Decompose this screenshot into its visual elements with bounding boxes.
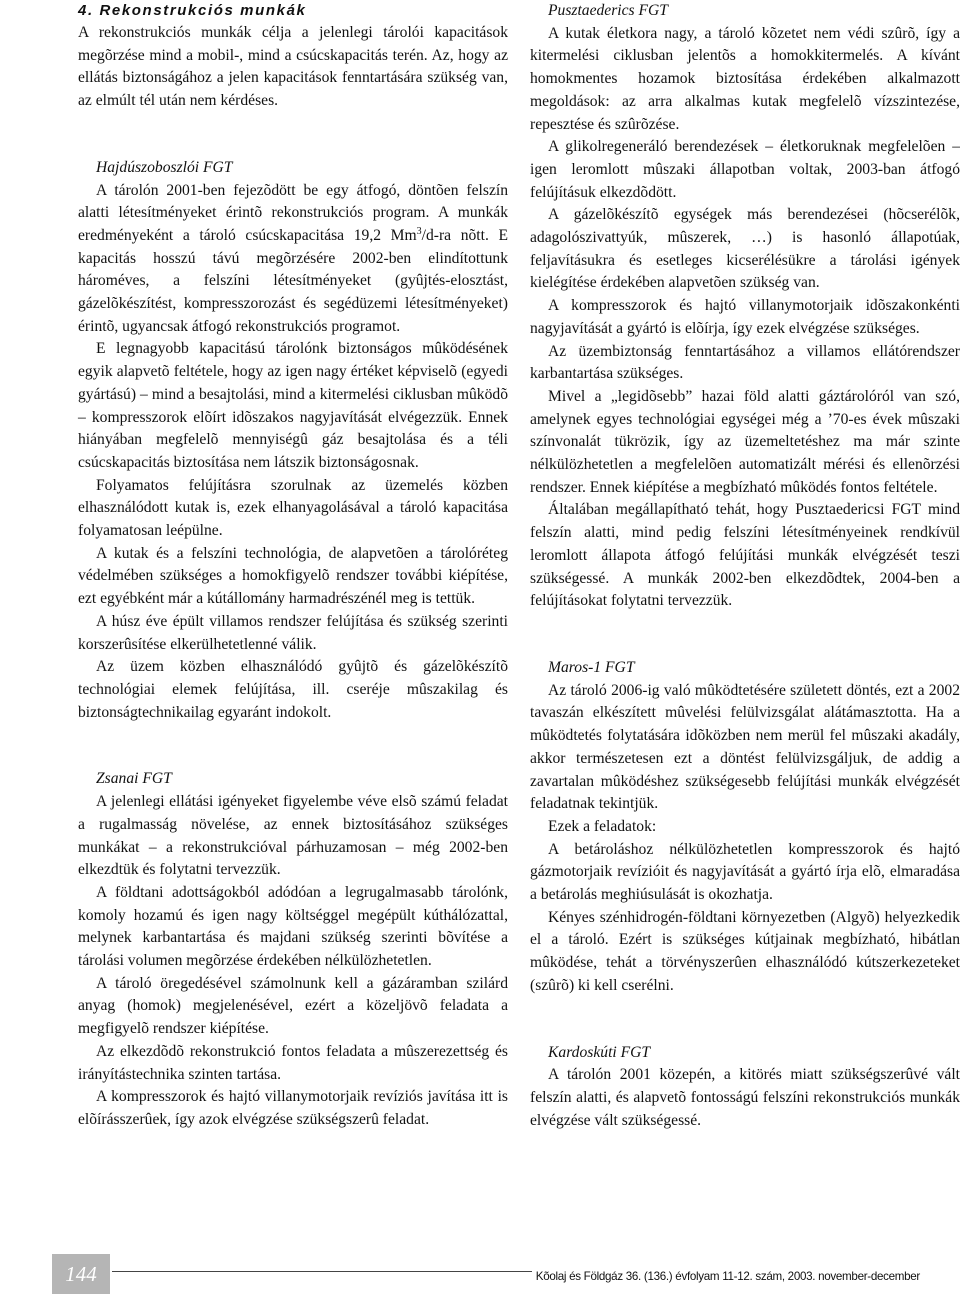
paragraph: A kompresszorok és hajtó villanymotorjaik idõszakonkénti nagyjavítását a gyártó is elõírja, így ezek elvégzése szükséges. bbox=[530, 297, 960, 337]
subheading-zsana: Zsanai FGT bbox=[96, 770, 172, 788]
spacer bbox=[78, 724, 508, 746]
spacer bbox=[530, 613, 960, 635]
paragraph: A jelenlegi ellátási igényeket figyelembe véve elsõ számú feladat a rugalmasság növelése, az ennek biztosításához szükséges munkákat – a rekonstrukcióval párhuzamosan – még 2002-ben elkezdtük és folytatni tervezzük. bbox=[78, 793, 508, 879]
subheading-maros: Maros-1 FGT bbox=[548, 658, 635, 676]
paragraph: A tároló öregedésével számolnunk kell a gázáramban szilárd anyag (homok) megjelenésével, ezért a közeljövõ feladata a megfigyelõ rendszer kiépítése. bbox=[78, 974, 508, 1038]
spacer bbox=[78, 746, 508, 768]
paragraph: A földtani adottságokból adódóan a legrugalmasabb tárolónk, komoly hozamú és igen nagy költséggel megépült kúthálózattal, melynek karbantartása és majdani szükség szerinti bõvítése a tárolási volumen megõrzése érdekében nélkülözhetetlen. bbox=[78, 883, 508, 970]
paragraph bbox=[78, 180, 508, 339]
paragraph: A húsz éve épült villamos rendszer felújítása és szükség szerinti korszerûsítése elkerülhetetlenné válik. bbox=[78, 612, 508, 653]
spacer bbox=[530, 1020, 960, 1042]
page-number: 144 bbox=[65, 1262, 97, 1286]
text-run: A tárolón 2001-ben fejezõdött be egy átfogó, döntõen felszín alatti létesítményeket érintõ rekonstrukciós program. A munkák eredményeként a tároló csúcskapacitása 19,2 Mm bbox=[78, 181, 508, 244]
paragraph: Kényes szénhidrogén-földtani környezetben (Algyõ) helyezkedik el a tároló. Ezért is szükséges kútjainak megbízható, hibátlan mûködése, tehát a törvényszerûen elhasználódó kútszerkezeteket (szûrõ) ki kell cserélni. bbox=[530, 908, 960, 994]
paragraph: Az tároló 2006-ig való mûködtetésére született döntés, ezt a 2002 tavaszán elkészített mûvelési felülvizsgálat alátámasztotta. Ha a mûködtetés folytatására idõközben nem merül fel mûszaki akadály, akkor természetesen ezt a döntést felülvizsgáljuk, de addig a zavartalan mûködéshez szükségesebb felújítási munkák elvégzését feladatnak tekintjük. bbox=[530, 681, 960, 813]
superscript: 3 bbox=[416, 225, 422, 237]
left-column bbox=[78, 0, 508, 1132]
paragraph: Folyamatos felújításra szorulnak az üzemelés közben elhasználódott kutak is, ezek elhanyagolásával a tároló kapacitása folyamatosan leépülne. bbox=[78, 476, 508, 540]
subheading-pusztaederics: Pusztaederics FGT bbox=[548, 2, 668, 19]
text-run: /d-ra nõtt. E kapacitás hosszú távú megõrzésére 2002-ben elindítottunk hároméves, a felszíni létesítményeket (gyûjtés-elosztást, gázelõkészítést, kompresszorozást és segédüzemi létesítményeket) érintõ, ugyancsak átfogó rekonstrukciós programot. bbox=[78, 226, 508, 335]
journal-citation: Kõolaj és Földgáz 36. (136.) évfolyam 11-12. szám, 2003. november-december bbox=[532, 1270, 920, 1283]
paragraph: A kompresszorok és hajtó villanymotorjaik revíziós javítása itt is elõírásszerûek, így azok elvégzése szükségszerû feladat. bbox=[78, 1088, 508, 1128]
paragraph: A glikolregeneráló berendezések – életkoruknak megfelelõen – igen leromlott mûszaki állapotban voltak, 2003-ban átfogó felújításuk elkezdõdött. bbox=[530, 138, 960, 201]
subheading-hajduszoboszlo: Hajdúszoboszlói FGT bbox=[96, 158, 233, 176]
paragraph: Ezek a feladatok: bbox=[548, 817, 657, 835]
section-title: 4. Rekonstrukciós munkák bbox=[78, 2, 307, 19]
spacer bbox=[78, 135, 508, 157]
paragraph: Az üzem közben elhasználódó gyûjtõ és gázelõkészítõ technológiai elemek felújítása, ill. cseréje mûszakilag és biztonságtechnikailag egyaránt indokolt. bbox=[78, 658, 508, 721]
spacer bbox=[78, 113, 508, 135]
paragraph: A kutak életkora nagy, a tároló kõzetet nem védi szûrõ, így a kitermelési ciklusban jelentõs a homokkitermelés. A kívánt homokmentes hozamok biztosítása érdekében alkalmazott megoldások: az arra alkalmas kutak megfelelõ vízszintezése, repesztése és szûrõzése. bbox=[530, 24, 960, 133]
paragraph: Általában megállapítható tehát, hogy Pusztaedericsi FGT mind felszín alatti, mind pedig felszíni létesítményeinek rendkívül leromlott állapota átfogó felújítási munkák elvégzését teszi szükségessé. A munkák 2002-ben elkezdõdtek, 2004-ben a felújításokat folytatni tervezzük. bbox=[530, 501, 960, 610]
spacer bbox=[530, 635, 960, 657]
paragraph: Az üzembiztonság fenntartásához a villamos ellátórendszer karbantartása szükséges. bbox=[530, 342, 960, 383]
intro-paragraph: A rekonstrukciós munkák célja a jelenlegi tárolói kapacitások megõrzése mind a mobil-, mind a csúcskapacitás terén. Az, hogy az ellátás biztonságához a jelen kapacitások fenntartására szükség van, az elmúlt tél után nem kérdéses. bbox=[78, 24, 508, 110]
paragraph: A kutak és a felszíni technológia, de alapvetõen a tárolóréteg védelmében szükséges a homokfigyelõ rendszer további kiépítése, ezt egyébként már a kútállomány harmadrészénél meg is tettük. bbox=[78, 544, 508, 608]
paragraph: A gázelõkészítõ egységek más berendezései (hõcserélõk, adagolószivattyúk, mûszerek, …) is hasonló állapotúak, feljavításukra és esetleges kicserélésükre a tárolási igények kielégítése érdekében alapvetõen szükség van. bbox=[530, 206, 960, 292]
paragraph: Az elkezdõdõ rekonstrukció fontos feladata a mûszerezettség és irányítástechnika szinten tartása. bbox=[78, 1042, 508, 1083]
spacer bbox=[530, 998, 960, 1020]
paragraph: Mivel a „legidõsebb” hazai föld alatti gáztárolóról van szó, amelynek egyes technológiai egységei még a ’70-es évek mûszaki színvonalát tükrözik, így az üzemeltetéshez ma már szinte nélkülözhetetlen a megfelelõen automatizált mérési és ellenõrzési rendszer. Ennek kiépítése a megbízható mûködés fontos feltétele. bbox=[530, 387, 960, 496]
right-column bbox=[530, 0, 960, 1132]
paragraph: A tárolón 2001 közepén, a kitörés miatt szükségszerûvé vált felszín alatti, és alapvetõ fontosságú felszíni rekonstrukciós munkák elvégzése vált szükségessé. bbox=[530, 1066, 960, 1129]
paragraph: A betároláshoz nélkülözhetetlen kompresszorok és hajtó gázmotorjaik revízióit és nagyjavítását a gyártó írja elõ, elmaradása a betárolás meghiúsulását is okozhatja. bbox=[530, 840, 960, 904]
paragraph: E legnagyobb kapacitású tárolónk biztonságos mûködésének egyik alapvetõ feltétele, hogy az igen nagy értéket képviselõ (egyedi gyártású) – mind a besajtolási, mind a kitermelési ciklusban mûködõ – kompresszorok elõírt idõszakos nagyjavítását elvégezzük. Ennek hiányában megfelelõ mennyiségû gáz besajtolása és a téli csúcskapacitás biztosítása nem látszik biztonságosnak. bbox=[78, 340, 508, 471]
subheading-kardoskut: Kardoskúti FGT bbox=[548, 1043, 651, 1061]
